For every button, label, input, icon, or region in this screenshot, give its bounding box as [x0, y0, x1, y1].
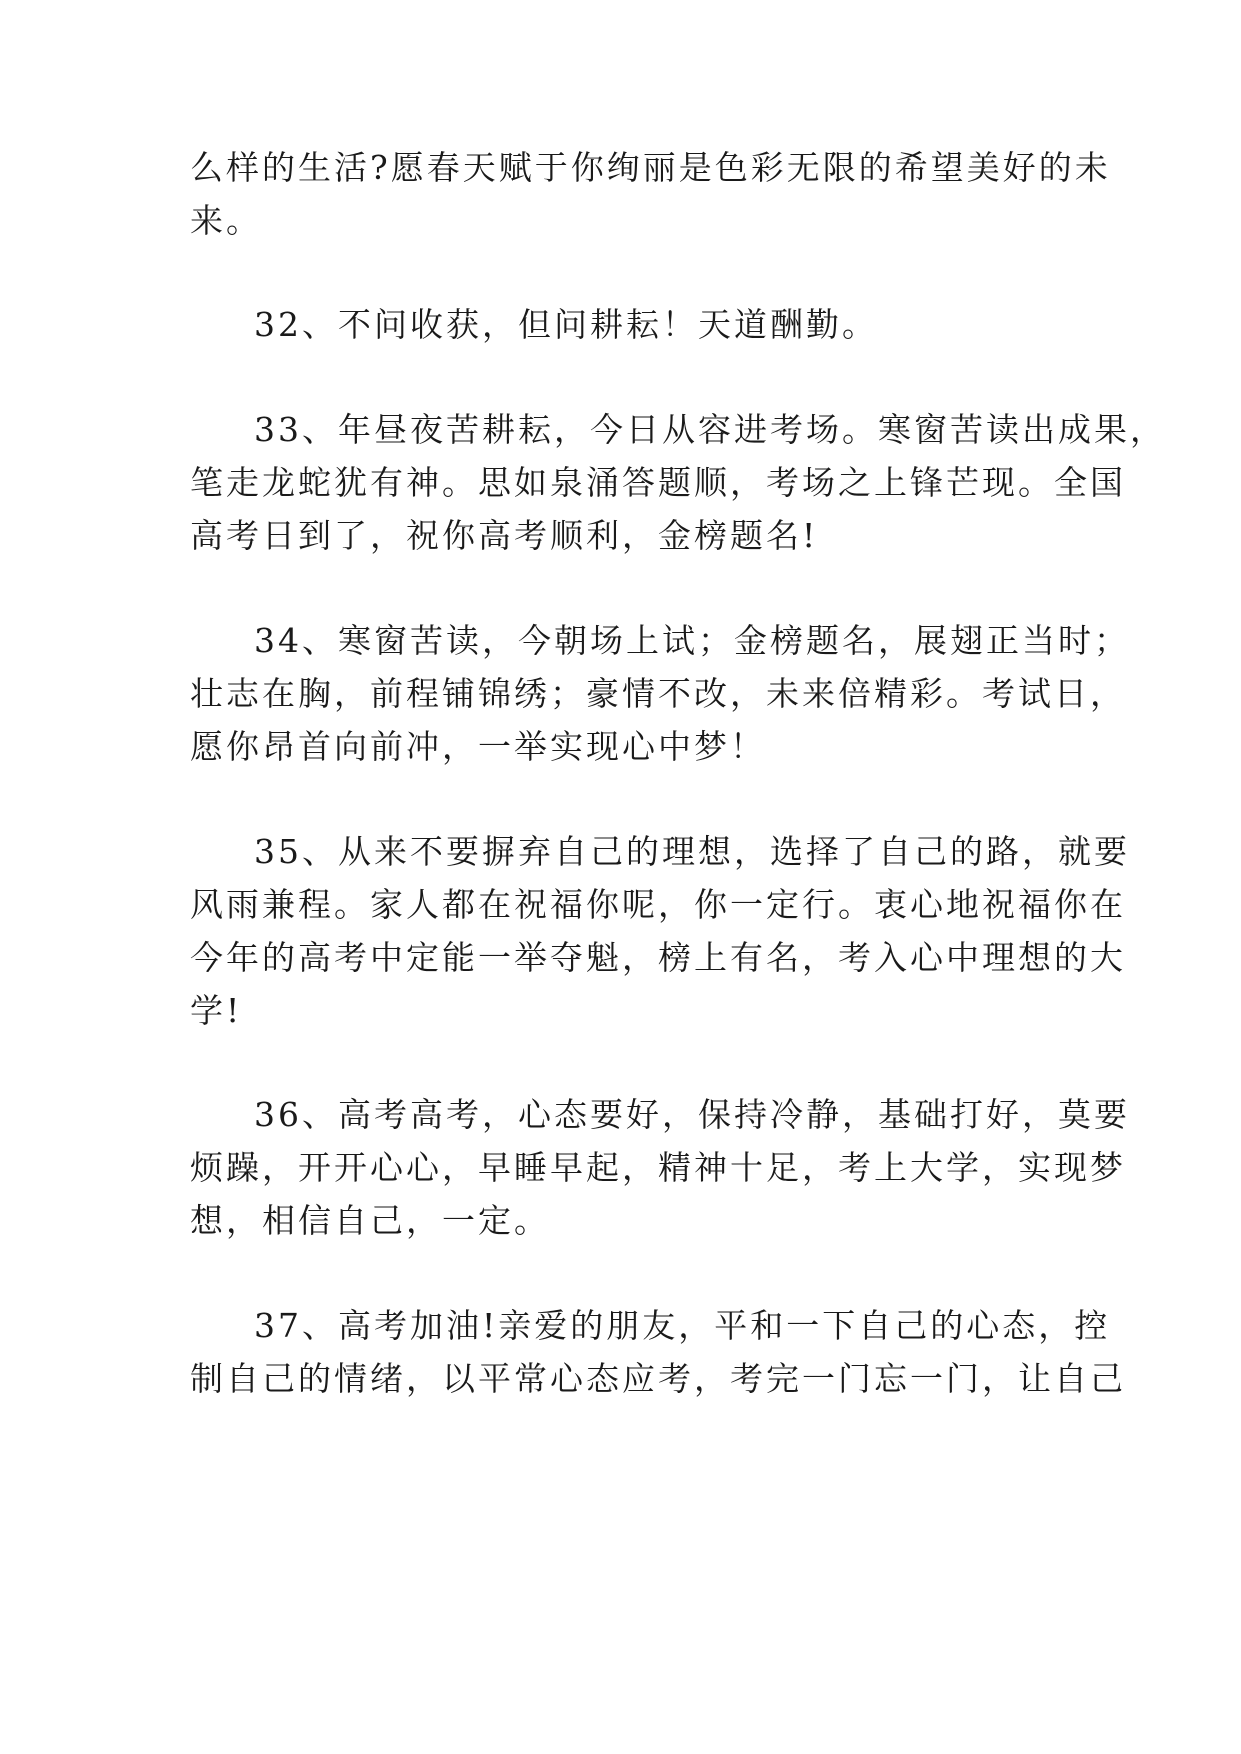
text-line: 愿你昂首向前冲，一举实现心中梦！ [190, 727, 766, 766]
text-line: 今年的高考中定能一举夺魁，榜上有名，考入心中理想的大 [190, 938, 1126, 977]
text-line: 制自己的情绪，以平常心态应考，考完一门忘一门，让自己 [190, 1359, 1126, 1398]
paragraph-37: 37、高考加油!亲爱的朋友，平和一下自己的心态，控 [254, 1306, 1111, 1345]
paragraph-35: 35、从来不要摒弃自己的理想，选择了自己的路，就要 [254, 832, 1130, 871]
paragraph-32: 32、不问收获，但问耕耘！天道酬勤。 [254, 305, 878, 344]
text-line: 壮志在胸，前程铺锦绣；豪情不改，未来倍精彩。考试日， [190, 674, 1126, 713]
text-line: 学! [190, 991, 243, 1030]
paragraph-33: 33、年昼夜苦耕耘，今日从容进考场。寒窗苦读出成果， [254, 410, 1166, 449]
text-line: 烦躁，开开心心，早睡早起，精神十足，考上大学，实现梦 [190, 1148, 1126, 1187]
text-line: 来。 [190, 201, 262, 240]
text-line: 高考日到了，祝你高考顺利，金榜题名! [190, 516, 819, 555]
text-line: 风雨兼程。家人都在祝福你呢，你一定行。衷心地祝福你在 [190, 885, 1126, 924]
paragraph-36: 36、高考高考，心态要好，保持冷静，基础打好，莫要 [254, 1095, 1130, 1134]
text-line: 想，相信自己，一定。 [190, 1201, 550, 1240]
text-line: 笔走龙蛇犹有神。思如泉涌答题顺，考场之上锋芒现。全国 [190, 463, 1126, 502]
paragraph-34: 34、寒窗苦读，今朝场上试；金榜题名，展翅正当时； [254, 621, 1130, 660]
text-line: 么样的生活?愿春天赋于你绚丽是色彩无限的希望美好的未 [190, 148, 1111, 187]
